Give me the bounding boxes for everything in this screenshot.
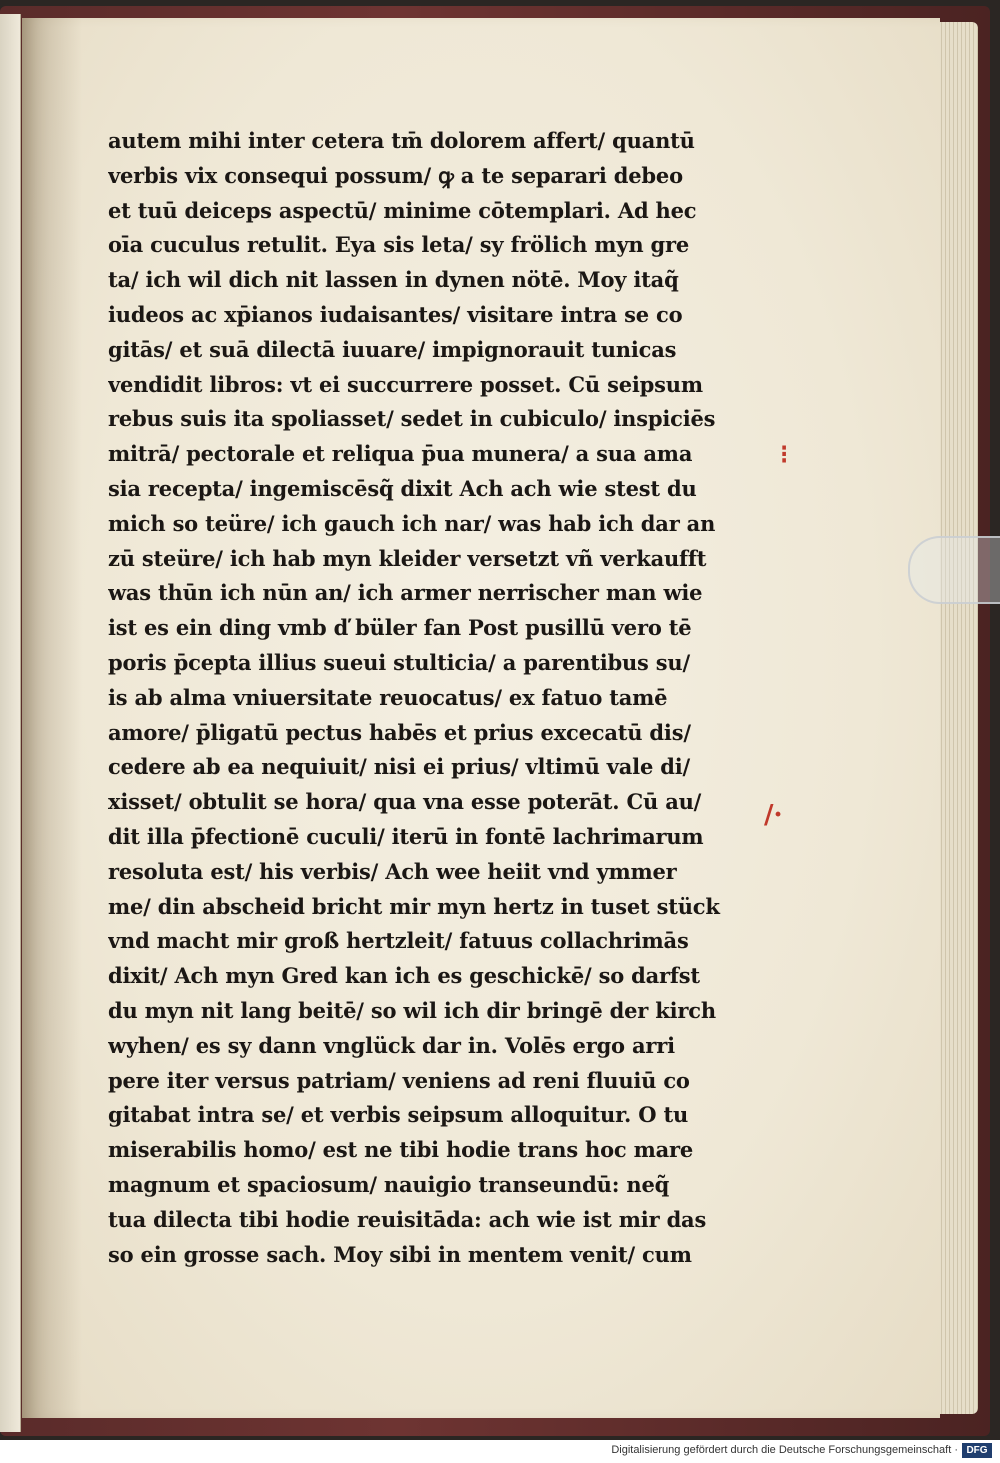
text-line: du myn nit lang beitē/ so wil ich dir bringē der kirch xyxy=(108,997,716,1023)
text-line: gitās/ et suā dilectā iuuare/ impignorauit tunicas xyxy=(108,336,677,362)
text-line: ist es ein ding vmb ď büler fan Post pusillū vero tē xyxy=(108,615,692,641)
text-line: autem mihi inter cetera tm̄ dolorem affert/ quantū xyxy=(108,128,695,153)
gutter-shadow xyxy=(22,18,82,1418)
text-line: resoluta est/ his verbis/ Ach wee heiit vnd ymmer xyxy=(108,858,677,884)
text-line: ta/ ich wil dich nit lassen in dynen nötē. Moy itaq̃ xyxy=(108,267,679,293)
text-line: xisset/ obtulit se hora/ qua vna esse poterāt. Cū au/ xyxy=(108,789,702,815)
text-line: poris p̄cepta illius sueui stulticia/ a parentibus su/ xyxy=(108,649,690,675)
left-page-edge xyxy=(0,14,21,1432)
text-line: gitabat intra se/ et verbis seipsum alloquitur. O tu xyxy=(108,1102,689,1128)
text-line: sia recepta/ ingemiscēsq̃ dixit Ach ach wie stest du xyxy=(108,475,697,501)
text-line: dit illa p̄fectionē cuculi/ iterū in fontē lachrimarum xyxy=(108,823,704,849)
dfg-logo: DFG xyxy=(962,1443,992,1458)
text-line: tua dilecta tibi hodie reuisitāda: ach wie ist mir das xyxy=(108,1206,707,1232)
text-line: iudeos ac xp̄ianos iudaisantes/ visitare intra se co xyxy=(108,301,683,327)
text-line: verbis vix consequi possum/ ꝙ a te separari debeo xyxy=(108,162,683,188)
text-line: vnd macht mir groß hertzleit/ fatuus collachrimās xyxy=(108,928,689,954)
text-line: zū steüre/ ich hab myn kleider versetzt vñ verkaufft xyxy=(108,545,707,571)
text-line: pere iter versus patriam/ veniens ad reni fluuiū co xyxy=(108,1067,690,1093)
text-line: magnum et spaciosum/ nauigio transeundū: neq̃ xyxy=(108,1171,670,1197)
text-line: cedere ab ea nequiuit/ nisi ei prius/ vltimū vale di/ xyxy=(108,754,690,780)
text-line: mich so teüre/ ich gauch ich nar/ was hab ich dar an xyxy=(108,510,716,536)
footer xyxy=(0,1440,1000,1463)
text-line: rebus suis ita spoliasset/ sedet in cubiculo/ inspiciēs xyxy=(108,406,716,432)
text-line: so ein grosse sach. Moy sibi in mentem venit/ cum xyxy=(108,1241,692,1267)
text-line: miserabilis homo/ est ne tibi hodie trans hoc mare xyxy=(108,1137,694,1163)
margin-mark: ⁝ xyxy=(780,440,789,470)
text-line: wyhen/ es sy dann vnglück dar in. Volēs ergo arri xyxy=(108,1032,675,1058)
text-line: mitrā/ pectorale et reliqua p̄ua munera/ a sua ama xyxy=(108,441,693,467)
text-line: is ab alma vniuersitate reuocatus/ ex fatuo tamē xyxy=(108,684,668,710)
text-line: vendidit libros: vt ei succurrere posset. Cū seipsum xyxy=(108,371,703,397)
footer-credit: Digitalisierung gefördert durch die Deutsche Forschungsgemeinschaft · xyxy=(611,1444,958,1456)
text-line: oīa cuculus retulit. Eya sis leta/ sy frölich myn gre xyxy=(108,232,690,258)
text-line: me/ din abscheid bricht mir myn hertz in tuset stück xyxy=(108,893,720,919)
text-line: was thūn ich nūn an/ ich armer nerrischer man wie xyxy=(108,580,703,606)
page-clip xyxy=(908,536,1000,604)
text-line: dixit/ Ach myn Gred kan ich es geschickē/ so darfst xyxy=(108,963,700,989)
margin-mark: /· xyxy=(764,800,783,830)
text-block xyxy=(108,124,748,1272)
text-line: et tuū deiceps aspectū/ minime cōtemplari. Ad hec xyxy=(108,197,697,223)
text-line: amore/ p̄ligatū pectus habēs et prius excecatū dis/ xyxy=(108,719,691,745)
